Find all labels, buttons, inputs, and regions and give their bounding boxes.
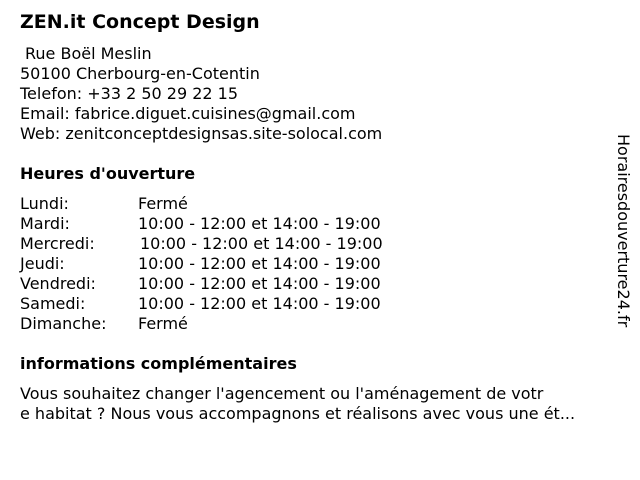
street-address: Rue Boël Meslin xyxy=(25,44,152,63)
hours-row-jeudi xyxy=(20,254,383,274)
hours-row-samedi xyxy=(20,294,383,314)
city-postcode: 50100 Cherbourg-en-Cotentin xyxy=(20,64,260,83)
day-hours: 10:00 - 12:00 et 14:00 - 19:00 xyxy=(138,294,381,313)
day-hours: 10:00 - 12:00 et 14:00 - 19:00 xyxy=(138,254,381,273)
hours-row-lundi xyxy=(20,194,383,214)
contact-block xyxy=(20,44,382,144)
day-hours: 10:00 - 12:00 et 14:00 - 19:00 xyxy=(138,214,381,233)
day-label: Lundi: xyxy=(20,194,69,213)
day-label: Mercredi: xyxy=(20,234,95,253)
hours-row-dimanche xyxy=(20,314,383,334)
watermark-text: Horairesdouverture24.fr xyxy=(614,134,633,328)
info-heading: informations complémentaires xyxy=(20,354,297,373)
day-hours: 10:00 - 12:00 et 14:00 - 19:00 xyxy=(138,274,381,293)
day-label: Mardi: xyxy=(20,214,70,233)
hours-row-mardi xyxy=(20,214,383,234)
day-label: Dimanche: xyxy=(20,314,107,333)
hours-heading: Heures d'ouverture xyxy=(20,164,196,183)
day-label: Vendredi: xyxy=(20,274,96,293)
phone-number: Telefon: +33 2 50 29 22 15 xyxy=(20,84,239,103)
info-description: Vous souhaitez changer l'agencement ou l'aménagement de votr e habitat ? Nous vous accompagnons et réalisons avec vous une ét... xyxy=(20,384,576,423)
day-hours: Fermé xyxy=(138,194,188,213)
email-address: Email: fabrice.diguet.cuisines@gmail.com xyxy=(20,104,356,123)
day-hours: 10:00 - 12:00 et 14:00 - 19:00 xyxy=(140,234,383,253)
day-hours: Fermé xyxy=(138,314,188,333)
day-label: Samedi: xyxy=(20,294,86,313)
day-label: Jeudi: xyxy=(20,254,65,273)
opening-hours-table xyxy=(20,194,383,334)
business-name: ZEN.it Concept Design xyxy=(20,11,260,33)
hours-row-vendredi xyxy=(20,274,383,294)
website-url: Web: zenitconceptdesignsas.site-solocal.com xyxy=(20,124,383,143)
hours-row-mercredi xyxy=(20,234,383,254)
